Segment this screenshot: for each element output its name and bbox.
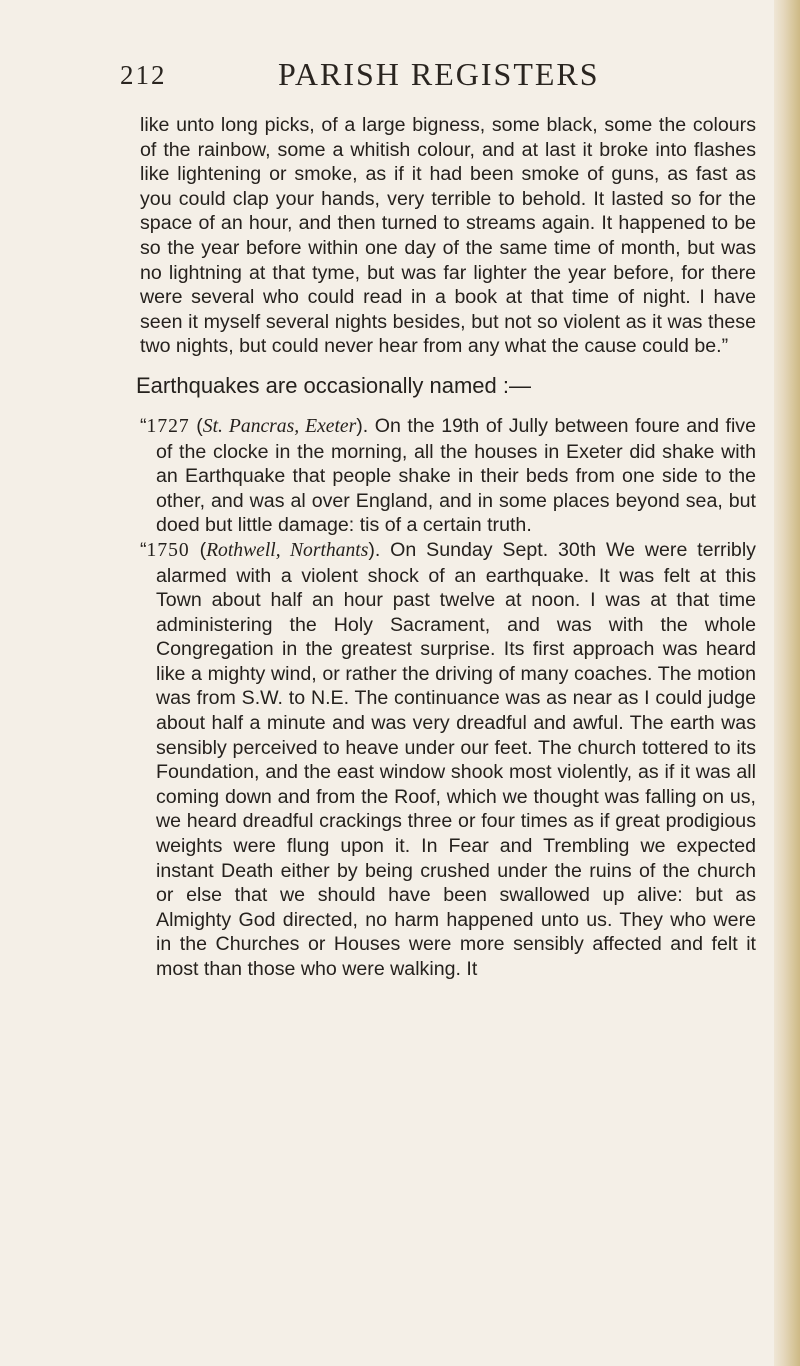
entry-text: On Sunday Sept. 30th We were terribly alarmed with a violent shock of an earthquake. It was felt at this Town about half an hour past twelve at noon. I was at that time administering the Holy Sacrament, and was with the whole Congregation in the greatest surprise. Its first approach was heard like a mighty wind, or rather the driving of many coaches. The motion was from S.W. to N.E. The continuance was as near as I could judge about half a minute and was very dreadful and awful. The earth was sensibly perceived to heave under our feet. The church tottered to its Foundation, and the east window shook most violently, as if it was all coming down and from the Roof, which we thought was falling on us, we heard dreadful crackings three or four times as if great prodigious weights were flung upon it. In Fear and Trembling we expected instant Death either by being crushed under the ruins of the church or else that we should have been swallowed up alive: but as Almighty God directed, no harm happened unto us. They who were in the Churches or Houses were more sensibly affected and felt it most than those who were walking. It: [156, 538, 756, 980]
entry-place: Rothwell, Northants: [206, 539, 369, 561]
entry-1727: [140, 414, 756, 538]
place-close: ).: [356, 414, 369, 437]
page-number: 212: [120, 60, 167, 90]
section-intro: Earthquakes are occasionally named :—: [136, 372, 531, 398]
text-block: [136, 113, 756, 982]
entry-1750: [140, 538, 756, 982]
entry-text: On the 19th of Jully between foure and five of the clocke in the morning, all the houses in Exeter did shake with an Earthquake that people shake in their beds from one side to the other, and was al over England, and in some places beyond sea, but doed but little damage: tis of a certain truth.: [156, 414, 756, 537]
entry-place: St. Pancras, Exeter: [202, 415, 357, 437]
running-title: PARISH REGISTERS: [278, 56, 600, 92]
page-edge: [774, 0, 800, 1366]
entry-year: 1750: [146, 539, 190, 561]
place-open: (: [199, 538, 207, 561]
place-close: ).: [368, 538, 381, 561]
open-quote: “: [140, 538, 147, 561]
paragraph-continuation: like unto long picks, of a large bigness, some black, some the colours of the rainbow, some a whitish colour, and at last it broke into flashes like lightening or smoke, as if it had been smoke of guns, as fast as you could clap your hands, very terrible to behold. It lasted so for the space of an hour, and then turned to streams again. It happened to be so the year before within one day of the same time of month, but was no lightning at that tyme, but was far lighter the year before, for there were several who could read in a book at that time of night. I have seen it myself several nights besides, but not so violent as it was these two nights, but could never hear from any what the cause could be.”: [140, 114, 756, 358]
page-header: [0, 56, 800, 96]
open-quote: “: [140, 414, 147, 437]
place-open: (: [196, 414, 203, 437]
entry-year: 1727: [146, 415, 190, 437]
